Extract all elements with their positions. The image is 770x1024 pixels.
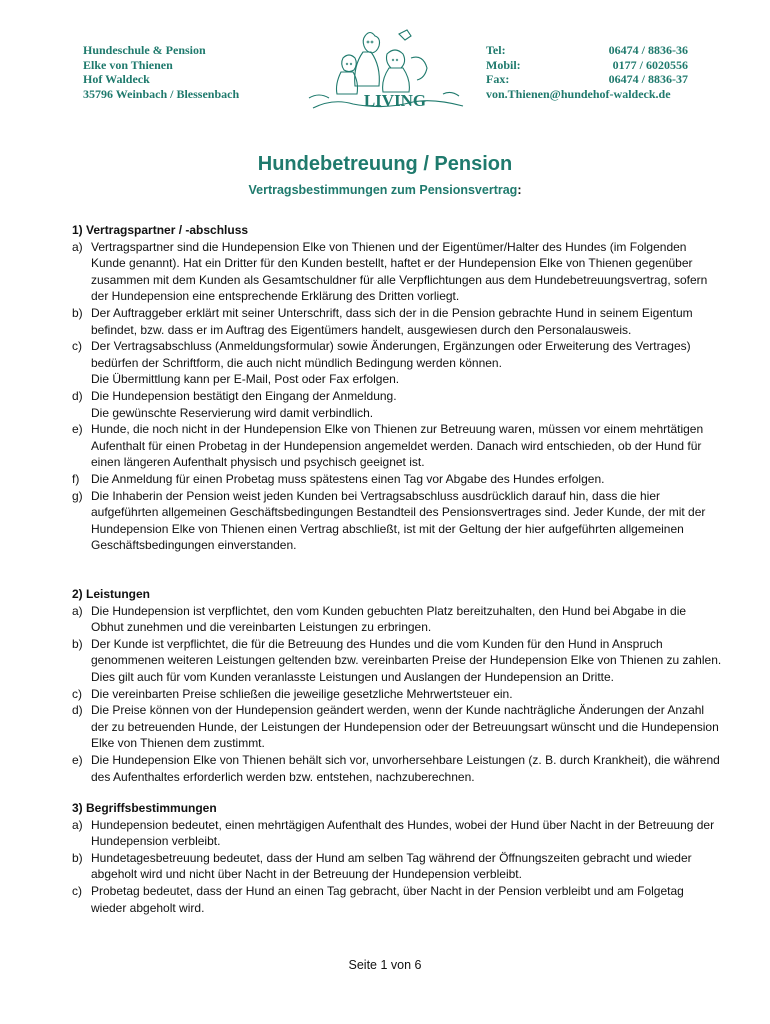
item-extra: Die Übermittlung kann per E-Mail, Post oder Fax erfolgen. <box>91 372 400 387</box>
mobil-label: Mobil: <box>486 57 521 72</box>
item-text: Die Hundepension ist verpflichtet, den vom Kunden gebuchten Platz bereitzuhalten, den Hund bei Abgabe in die Obhut zunehmen und die vereinbarten Leistungen zu erbringen. <box>91 603 687 635</box>
address-street: Hof Waldeck <box>83 72 150 86</box>
item-label: b) <box>72 636 83 651</box>
list-item <box>72 239 722 305</box>
item-label: f) <box>72 471 80 486</box>
item-label: a) <box>72 817 83 832</box>
list-item <box>72 817 722 850</box>
list-item <box>72 883 722 916</box>
item-text: Der Auftraggeber erklärt mit seiner Unterschrift, dass sich der in die Pension gebrachte Hund in seinem Eigentum befindet, bzw. dass er im Auftrag des Eigentümers handelt, ausgewiesen durch den Personalausweis. <box>91 305 693 337</box>
page-title: Hundebetreuung / Pension <box>257 153 513 175</box>
item-text: Der Kunde ist verpflichtet, die für die Betreuung des Hundes und die vom Kunden für den Hund in Anspruch genommenen weiteren Leistungen geltenden bzw. vereinbarten Preise der Hundepension Elke von Thienen zu zahlen. Dies gilt auch für vom Kunden veranlasste Leistungen und Auslangen der Hundepension an Dritte. <box>91 636 722 684</box>
item-label: b) <box>72 305 83 320</box>
tel-value: 06474 / 8836-36 <box>608 43 688 57</box>
company-name: Hundeschule & Pension <box>83 43 206 57</box>
item-text: Probetag bedeutet, dass der Hund an einen Tag gebracht, über Nacht in der Pension verbleibt und am Folgetag wieder abgeholt wird. <box>91 883 684 915</box>
dog-logo <box>303 28 473 114</box>
mobil-value: 0177 / 6020556 <box>612 57 688 72</box>
page-number: Seite 1 von 6 <box>348 958 422 972</box>
subtitle-colon: : <box>517 183 522 197</box>
owner-name: Elke von Thienen <box>83 57 173 72</box>
address-city: 35796 Weinbach / Blessenbach <box>83 86 240 101</box>
contact-row-tel <box>486 43 688 58</box>
section-title: 1) Vertragspartner / -abschluss <box>72 223 249 237</box>
section-title: 2) Leistungen <box>72 587 151 601</box>
item-text: Der Vertragsabschluss (Anmeldungsformular) sowie Änderungen, Ergänzungen oder Erweiterung des Vertrages) bedürfen der Schriftform, die auch nicht mündlich Bedingung werden können. <box>91 339 691 370</box>
item-label: c) <box>72 686 82 701</box>
item-label: a) <box>72 603 83 618</box>
item-label: a) <box>72 239 83 254</box>
contact-block <box>486 43 688 101</box>
list-item <box>72 388 722 421</box>
item-label: d) <box>72 388 83 403</box>
list-item <box>72 850 722 883</box>
section-leistungen <box>72 586 722 785</box>
contact-row-fax <box>486 72 688 87</box>
item-label: c) <box>72 339 82 354</box>
item-text: Die Hundepension Elke von Thienen behält sich vor, unvorhersehbare Leistungen (z. B. durch Krankheit), die während des Aufenthaltes erforderlich werden bzw. entstehen, nachzuberechnen. <box>91 752 720 784</box>
item-text: Vertragspartner sind die Hundepension Elke von Thienen und der Eigentümer/Halter des Hundes (im Folgenden Kunde genannt). Hat ein Dritter für den Kunden bestellt, haftet er der Hundepension Elke von Thienen gegenüber zusammen mit dem Kunden als Gesamtschuldner für alle Verpflichtungen aus dem Hundebetreuungsvertrag, sofern der Hundepension eine entsprechende Erklärung des Dritten vorliegt. <box>91 239 708 304</box>
logo-text: LIVING <box>363 91 427 110</box>
contact-row-mobil <box>486 58 688 73</box>
fax-label: Fax: <box>486 72 510 86</box>
list-item <box>72 305 722 338</box>
item-label: e) <box>72 422 83 437</box>
item-text: Die Anmeldung für einen Probetag muss spätestens einen Tag vor Abgabe des Hundes erfolgen. <box>91 471 605 486</box>
item-label: c) <box>72 883 82 898</box>
list-item <box>72 702 722 752</box>
item-text: Die Preise können von der Hundepension geändert werden, wenn der Kunde nachträgliche Änderungen der Anzahl der zu betreuenden Hunde, der Leistungen der Hundepension oder der Betreuungsart wünscht und die Hundepension Elke von Thienen dem zustimmt. <box>91 703 719 751</box>
list-item <box>72 636 722 686</box>
company-address <box>83 43 239 101</box>
list-item <box>72 686 722 703</box>
item-label: d) <box>72 703 83 718</box>
fax-value: 06474 / 8836-37 <box>608 72 688 86</box>
list-item <box>72 603 722 636</box>
list-item <box>72 471 722 488</box>
list-item <box>72 421 722 471</box>
tel-label: Tel: <box>486 43 506 57</box>
item-text: Die vereinbarten Preise schließen die jeweilige gesetzliche Mehrwertsteuer ein. <box>91 686 513 701</box>
item-label: e) <box>72 752 83 767</box>
subtitle-text: Vertragsbestimmungen zum Pensionsvertrag <box>248 183 518 197</box>
section-vertragspartner <box>72 222 722 554</box>
section-begriffsbestimmungen <box>72 800 722 916</box>
list-item <box>72 338 722 388</box>
item-text: Die Hundepension bestätigt den Eingang der Anmeldung. <box>91 388 397 403</box>
item-label: b) <box>72 850 83 865</box>
item-text: Hundepension bedeutet, einen mehrtägigen Aufenthalt des Hundes, wobei der Hund über Nacht in der Betreuung der Hundepension verbleibt. <box>91 817 715 849</box>
item-label: g) <box>72 488 83 503</box>
list-item <box>72 488 722 554</box>
email-address: von.Thienen@hundehof-waldeck.de <box>486 86 671 101</box>
item-text: Hunde, die noch nicht in der Hundepension Elke von Thienen zur Betreuung waren, müssen vor einem mehrtätigen Aufenthalt für einen Probetag in der Hundepension angemeldet werden. Danach wird entschieden, ob der Hund für einen längeren Aufenthalt physisch und psychisch geeignet ist. <box>91 422 704 470</box>
item-extra: Die gewünschte Reservierung wird damit verbindlich. <box>91 405 374 420</box>
item-text: Hundetagesbetreuung bedeutet, dass der Hund am selben Tag während der Öffnungszeiten gebracht und wieder abgeholt wird und nicht über Nacht in der Betreuung der Hundepension verbleibt. <box>91 850 692 882</box>
section-title: 3) Begriffsbestimmungen <box>72 801 217 815</box>
page-subtitle <box>0 183 770 197</box>
item-text: Die Inhaberin der Pension weist jeden Kunden bei Vertragsabschluss ausdrücklich darauf hin, dass die hier aufgeführten allgemeinen Geschäftsbedingungen Bestandteil des Pensionsvertrages sind. Jeder Kunde, der mit der Hundepension Elke von Thienen einen Vertrag abschließt, ist mit der Geltung der hier aufgeführten allgemeinen Geschäftsbedingungen einverstanden. <box>91 488 706 553</box>
list-item <box>72 752 722 785</box>
